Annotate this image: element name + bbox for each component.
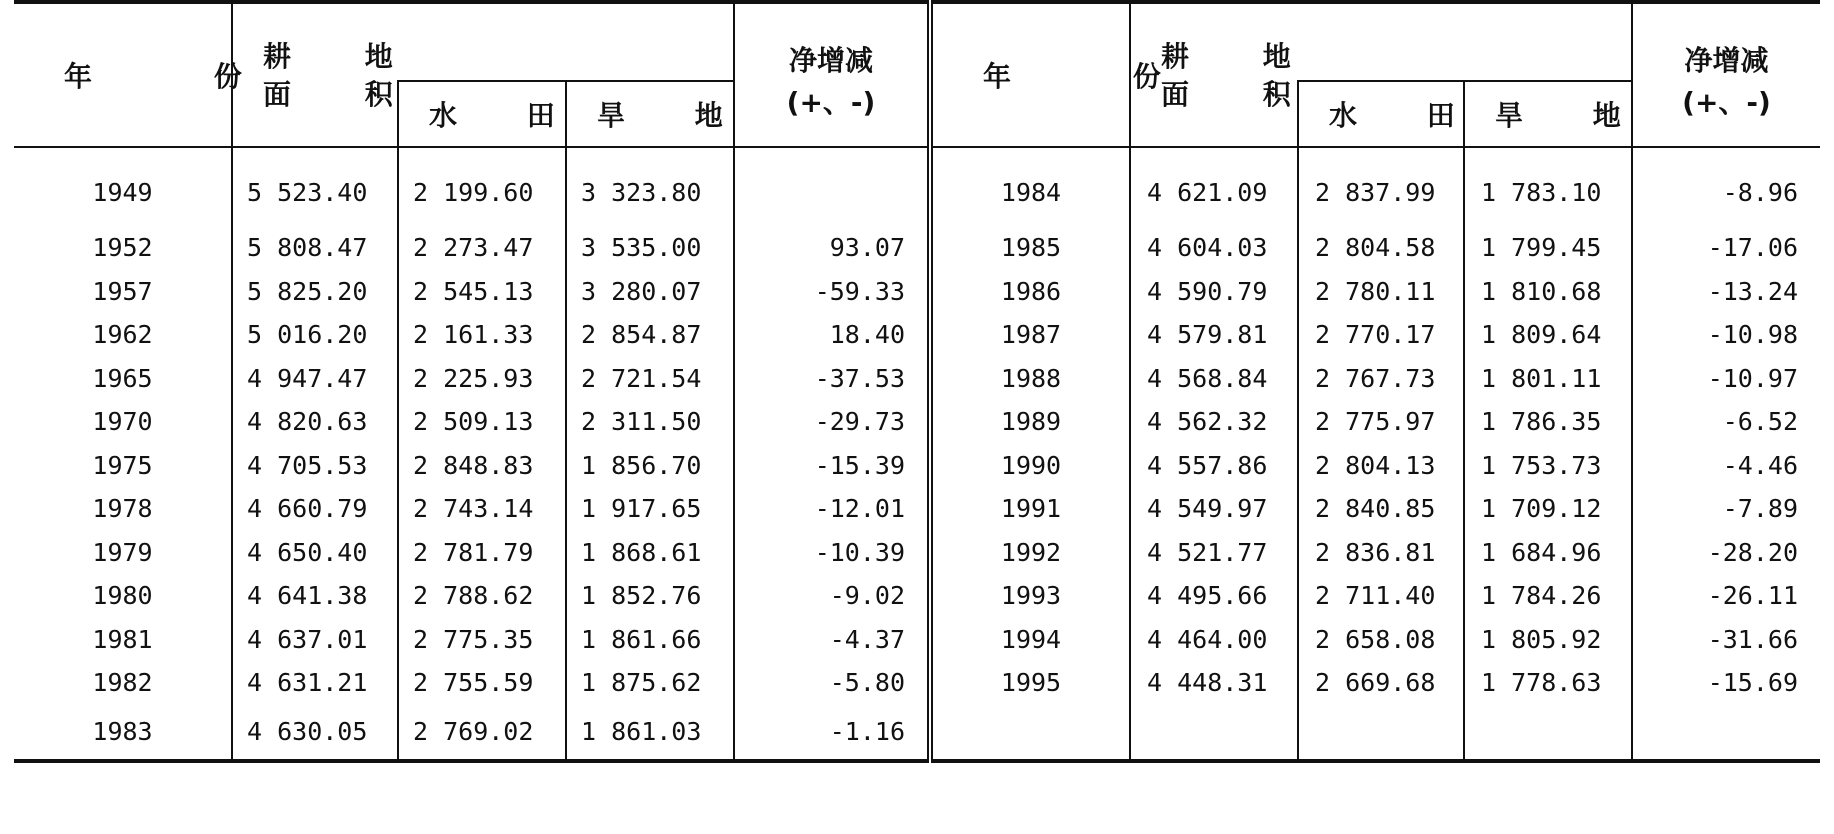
right-dry-cell: 1 684.96	[1464, 531, 1632, 575]
left-total-cell: 4 637.01	[232, 618, 398, 662]
left-net-cell: -1.16	[734, 705, 930, 761]
left-dry-cell: 3 323.80	[566, 147, 734, 226]
right-net-cell: -7.89	[1632, 487, 1820, 531]
left-paddy-cell: 2 743.14	[398, 487, 566, 531]
right-paddy-cell: 2 780.11	[1298, 270, 1464, 314]
right-total-cell: 4 495.66	[1130, 574, 1298, 618]
left-paddy-cell: 2 781.79	[398, 531, 566, 575]
net-header-left	[734, 2, 930, 147]
right-total-cell: 4 521.77	[1130, 531, 1298, 575]
area-header-span-right	[1298, 2, 1632, 81]
table-row	[14, 270, 1820, 314]
right-paddy-cell: 2 775.97	[1298, 400, 1464, 444]
left-year-cell: 1980	[92, 581, 153, 611]
left-dry-cell: 2 721.54	[566, 357, 734, 401]
right-dry-cell: 1 799.45	[1464, 226, 1632, 270]
right-net-cell: -10.98	[1632, 313, 1820, 357]
right-dry-cell: 1 805.92	[1464, 618, 1632, 662]
left-dry-cell: 1 868.61	[566, 531, 734, 575]
left-net-cell: -9.02	[734, 574, 930, 618]
left-paddy-cell: 2 769.02	[398, 705, 566, 761]
left-total-cell: 4 820.63	[232, 400, 398, 444]
right-paddy-cell	[1298, 705, 1464, 761]
right-year-cell: 1991	[930, 487, 1130, 531]
left-year-cell: 1979	[92, 537, 153, 567]
right-total-cell: 4 549.97	[1130, 487, 1298, 531]
right-dry-cell: 1 786.35	[1464, 400, 1632, 444]
area-header-line2: 面 积	[1161, 78, 1323, 111]
right-net-cell: -4.46	[1632, 444, 1820, 488]
net-header-line2: (+、-)	[786, 86, 876, 119]
left-dry-cell: 1 875.62	[566, 661, 734, 705]
left-year-cell: 1982	[92, 668, 153, 698]
left-year-cell: 1975	[92, 450, 153, 480]
right-net-cell	[1632, 705, 1820, 761]
right-paddy-cell: 2 658.08	[1298, 618, 1464, 662]
table-row	[14, 226, 1820, 270]
right-paddy-cell: 2 804.58	[1298, 226, 1464, 270]
left-year-cell: 1983	[92, 717, 153, 746]
right-paddy-cell: 2 669.68	[1298, 661, 1464, 705]
left-net-cell: -10.39	[734, 531, 930, 575]
left-paddy-cell: 2 775.35	[398, 618, 566, 662]
left-dry-cell: 1 861.66	[566, 618, 734, 662]
left-net-cell: -37.53	[734, 357, 930, 401]
right-net-cell: -15.69	[1632, 661, 1820, 705]
left-total-cell: 4 947.47	[232, 357, 398, 401]
table-row	[14, 147, 1820, 226]
right-year-cell: 1985	[930, 226, 1130, 270]
left-dry-cell: 1 917.65	[566, 487, 734, 531]
left-paddy-cell: 2 273.47	[398, 226, 566, 270]
left-year-cell: 1978	[92, 494, 153, 524]
right-year-cell: 1987	[930, 313, 1130, 357]
left-year-cell: 1965	[92, 363, 153, 393]
left-dry-cell: 2 854.87	[566, 313, 734, 357]
right-year-cell: 1995	[930, 661, 1130, 705]
table-row	[14, 444, 1820, 488]
left-net-cell: -15.39	[734, 444, 930, 488]
table-row	[14, 531, 1820, 575]
right-total-cell: 4 562.32	[1130, 400, 1298, 444]
right-net-cell: -8.96	[1632, 147, 1820, 226]
right-dry-cell: 1 753.73	[1464, 444, 1632, 488]
left-dry-cell: 1 856.70	[566, 444, 734, 488]
left-paddy-cell: 2 848.83	[398, 444, 566, 488]
net-header-line1: 净增减	[788, 44, 873, 77]
right-paddy-cell: 2 770.17	[1298, 313, 1464, 357]
right-net-cell: -13.24	[1632, 270, 1820, 314]
right-paddy-cell: 2 711.40	[1298, 574, 1464, 618]
left-total-cell: 4 631.21	[232, 661, 398, 705]
right-total-cell: 4 604.03	[1130, 226, 1298, 270]
table-row	[14, 357, 1820, 401]
dry-header-left: 旱 地	[566, 81, 734, 147]
left-dry-cell: 3 535.00	[566, 226, 734, 270]
farmland-area-table	[14, 0, 1820, 763]
left-dry-cell: 1 861.03	[566, 705, 734, 761]
left-paddy-cell: 2 199.60	[398, 147, 566, 226]
table-body	[14, 147, 1820, 761]
net-header-right	[1632, 2, 1820, 147]
table-row	[14, 705, 1820, 761]
right-year-cell: 1992	[930, 531, 1130, 575]
right-paddy-cell: 2 767.73	[1298, 357, 1464, 401]
left-paddy-cell: 2 755.59	[398, 661, 566, 705]
area-header-span-left	[398, 2, 734, 81]
left-year-cell: 1981	[92, 624, 153, 654]
left-year-cell: 1962	[92, 320, 153, 350]
left-year-cell: 1957	[92, 276, 153, 306]
right-dry-cell: 1 709.12	[1464, 487, 1632, 531]
table-row	[14, 400, 1820, 444]
dry-header-right: 旱 地	[1464, 81, 1632, 147]
left-year-cell: 1952	[92, 233, 153, 263]
right-paddy-cell: 2 836.81	[1298, 531, 1464, 575]
left-net-cell: -12.01	[734, 487, 930, 531]
right-dry-cell: 1 809.64	[1464, 313, 1632, 357]
right-total-cell	[1130, 705, 1298, 761]
net-header-line1: 净增减	[1684, 44, 1769, 77]
right-total-cell: 4 448.31	[1130, 661, 1298, 705]
left-paddy-cell: 2 161.33	[398, 313, 566, 357]
table-row	[14, 313, 1820, 357]
year-header-right: 年 份	[930, 2, 1130, 147]
left-total-cell: 4 660.79	[232, 487, 398, 531]
net-header-line2: (+、-)	[1682, 86, 1771, 119]
left-net-cell: -59.33	[734, 270, 930, 314]
right-paddy-cell: 2 840.85	[1298, 487, 1464, 531]
left-paddy-cell: 2 225.93	[398, 357, 566, 401]
left-net-cell	[734, 147, 930, 226]
right-year-cell: 1994	[930, 618, 1130, 662]
right-total-cell: 4 590.79	[1130, 270, 1298, 314]
right-total-cell: 4 557.86	[1130, 444, 1298, 488]
paddy-header-left: 水 田	[398, 81, 566, 147]
right-year-cell: 1990	[930, 444, 1130, 488]
right-year-cell: 1986	[930, 270, 1130, 314]
right-dry-cell: 1 784.26	[1464, 574, 1632, 618]
table-row	[14, 487, 1820, 531]
right-year-cell: 1988	[930, 357, 1130, 401]
right-year-cell	[930, 705, 1130, 761]
right-paddy-cell: 2 837.99	[1298, 147, 1464, 226]
right-total-cell: 4 568.84	[1130, 357, 1298, 401]
table-row	[14, 574, 1820, 618]
left-net-cell: -5.80	[734, 661, 930, 705]
right-dry-cell	[1464, 705, 1632, 761]
left-paddy-cell: 2 509.13	[398, 400, 566, 444]
right-total-cell: 4 621.09	[1130, 147, 1298, 226]
left-total-cell: 5 825.20	[232, 270, 398, 314]
right-net-cell: -28.20	[1632, 531, 1820, 575]
left-total-cell: 5 523.40	[232, 147, 398, 226]
left-year-cell: 1949	[92, 177, 153, 207]
right-net-cell: -10.97	[1632, 357, 1820, 401]
right-year-cell: 1984	[930, 147, 1130, 226]
left-dry-cell: 2 311.50	[566, 400, 734, 444]
right-dry-cell: 1 810.68	[1464, 270, 1632, 314]
left-paddy-cell: 2 788.62	[398, 574, 566, 618]
right-dry-cell: 1 783.10	[1464, 147, 1632, 226]
year-header-left: 年 份	[14, 2, 232, 147]
left-total-cell: 5 016.20	[232, 313, 398, 357]
left-total-cell: 4 650.40	[232, 531, 398, 575]
right-net-cell: -31.66	[1632, 618, 1820, 662]
left-total-cell: 5 808.47	[232, 226, 398, 270]
right-total-cell: 4 464.00	[1130, 618, 1298, 662]
right-paddy-cell: 2 804.13	[1298, 444, 1464, 488]
table-row	[14, 618, 1820, 662]
right-net-cell: -26.11	[1632, 574, 1820, 618]
area-header-line1: 耕 地	[263, 40, 425, 73]
left-total-cell: 4 641.38	[232, 574, 398, 618]
left-year-cell: 1970	[92, 407, 153, 437]
right-net-cell: -6.52	[1632, 400, 1820, 444]
left-net-cell: -4.37	[734, 618, 930, 662]
left-net-cell: -29.73	[734, 400, 930, 444]
table-row	[14, 661, 1820, 705]
right-year-cell: 1993	[930, 574, 1130, 618]
right-dry-cell: 1 778.63	[1464, 661, 1632, 705]
area-header-line1: 耕 地	[1161, 40, 1323, 73]
left-dry-cell: 1 852.76	[566, 574, 734, 618]
right-year-cell: 1989	[930, 400, 1130, 444]
farmland-table-container	[14, 0, 1820, 763]
right-total-cell: 4 579.81	[1130, 313, 1298, 357]
left-total-cell: 4 630.05	[232, 705, 398, 761]
left-total-cell: 4 705.53	[232, 444, 398, 488]
area-header-line2: 面 积	[263, 78, 425, 111]
left-paddy-cell: 2 545.13	[398, 270, 566, 314]
left-dry-cell: 3 280.07	[566, 270, 734, 314]
left-net-cell: 93.07	[734, 226, 930, 270]
paddy-header-right: 水 田	[1298, 81, 1464, 147]
left-net-cell: 18.40	[734, 313, 930, 357]
right-dry-cell: 1 801.11	[1464, 357, 1632, 401]
right-net-cell: -17.06	[1632, 226, 1820, 270]
